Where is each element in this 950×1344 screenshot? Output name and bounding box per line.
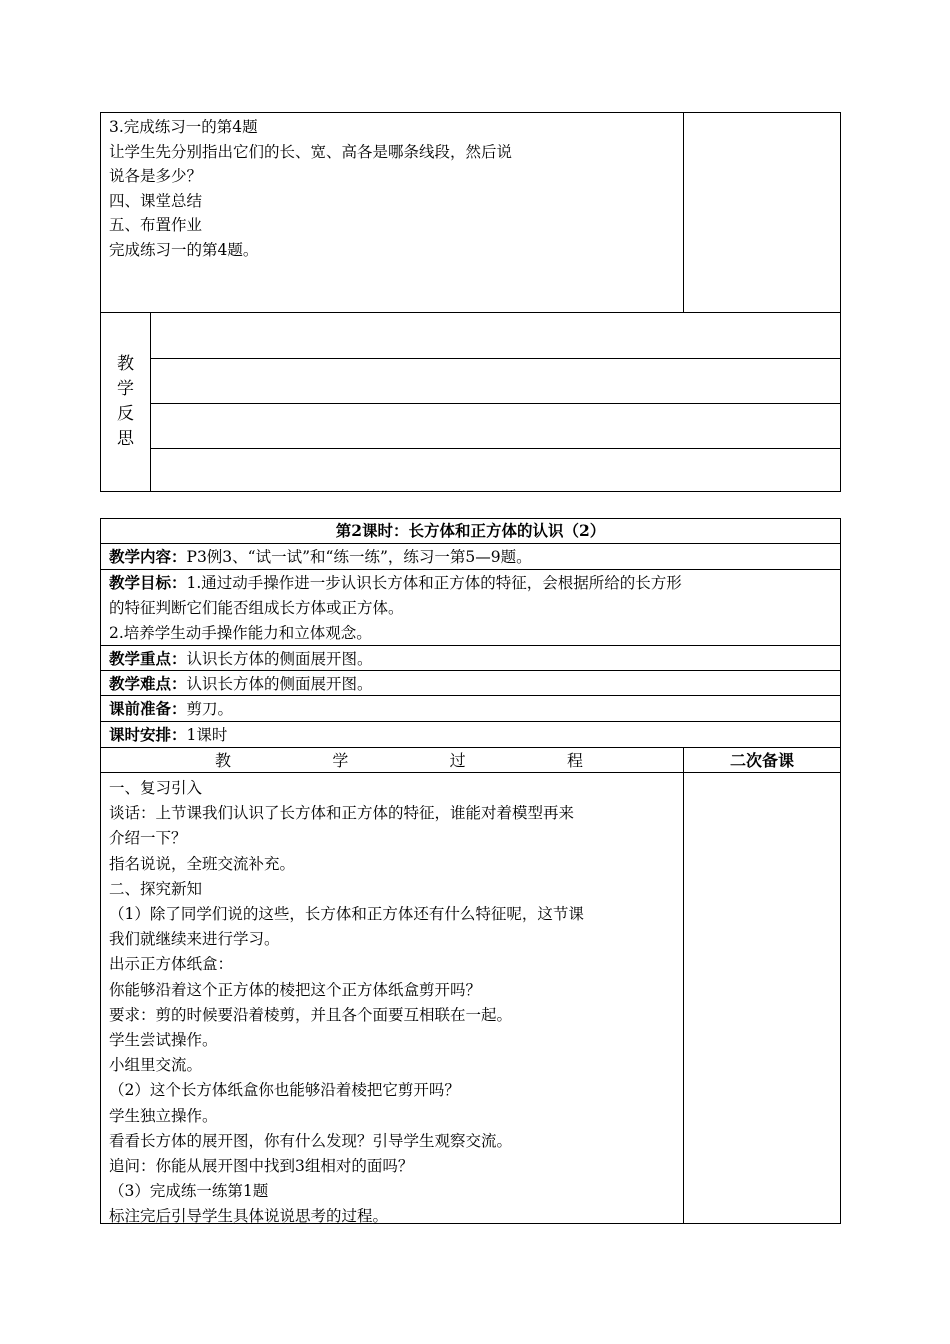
- lesson-title: 第2课时：长方体和正方体的认识（2）: [101, 519, 840, 544]
- process-line: 二、探究新知: [109, 879, 203, 898]
- goals-line: 2.培养学生动手操作能力和立体观念。: [109, 624, 372, 642]
- schedule-label: 课时安排：: [109, 725, 187, 744]
- content-value: P3例3、“试一试”和“练一练”，练习一第5—9题。: [186, 548, 532, 566]
- process-header-row: [101, 748, 840, 773]
- process-line: 介绍一下？: [109, 829, 187, 848]
- lesson-plan-table: [100, 518, 841, 1224]
- goals-line: 的特征判断它们能否组成长方体或正方体。: [109, 599, 404, 617]
- reflection-char: 思: [117, 429, 134, 449]
- prep-label: 课前准备：: [109, 699, 187, 718]
- reflection-writing-area: [151, 313, 840, 491]
- process-line: 四、课堂总结: [109, 191, 203, 210]
- process-line: 要求：剪的时候要沿着棱剪，并且各个面要互相联在一起。: [109, 1005, 513, 1024]
- process-line: 学生独立操作。: [109, 1106, 218, 1125]
- process-line: 五、布置作业: [109, 216, 203, 234]
- reflection-char: 反: [117, 404, 134, 424]
- secondary-prep-cell: [684, 113, 840, 312]
- process-line: 小组里交流。: [109, 1056, 203, 1075]
- reflection-char: 学: [117, 379, 134, 399]
- process-line: 我们就继续来进行学习。: [109, 930, 280, 949]
- content-label: 教学内容：: [109, 547, 187, 566]
- goals-line: 1.通过动手操作进一步认识长方体和正方体的特征，会根据所给的长方形: [186, 574, 682, 592]
- process-line: 看看长方体的展开图，你有什么发现？引导学生观察交流。: [109, 1131, 513, 1150]
- process-line: （1）除了同学们说的这些，长方体和正方体还有什么特征呢，这节课: [109, 905, 584, 924]
- process-line: （3）完成练一练第1题: [109, 1182, 269, 1201]
- key-label: 教学重点：: [109, 649, 187, 668]
- process-header-char: 程: [566, 751, 583, 770]
- process-header: [101, 748, 684, 772]
- process-header-char: 过: [449, 751, 466, 770]
- difficulty-label: 教学难点：: [109, 674, 187, 693]
- ruled-line: [151, 403, 840, 404]
- teaching-reflection-row: [101, 312, 840, 491]
- process-line: 指名说说，全班交流补充。: [109, 854, 296, 873]
- key-value: 认识长方体的侧面展开图。: [186, 650, 373, 668]
- process-cell: [101, 773, 684, 1226]
- schedule-row: [101, 722, 840, 748]
- process-line: （2）这个长方体纸盒你也能够沿着棱把它剪开吗？: [109, 1081, 460, 1100]
- process-line: 学生尝试操作。: [109, 1031, 218, 1050]
- goals-row: [101, 570, 840, 646]
- process-line: 出示正方体纸盒：: [109, 955, 234, 974]
- process-line: 谈话：上节课我们认识了长方体和正方体的特征，谁能对着模型再来: [109, 804, 575, 823]
- process-line: 你能够沿着这个正方体的棱把这个正方体纸盒剪开吗？: [109, 980, 482, 999]
- prep-value: 剪刀。: [186, 700, 234, 718]
- process-line: 标注完后引导学生具体说说思考的过程。: [109, 1207, 389, 1226]
- schedule-value: 1课时: [186, 726, 228, 744]
- secondary-prep-cell: [684, 773, 840, 1223]
- reflection-label: [101, 313, 151, 491]
- key-point-row: [101, 646, 840, 671]
- process-line: 让学生先分别指出它们的长、宽、高各是哪条线段，然后说: [109, 142, 513, 161]
- content-row: [101, 544, 840, 570]
- process-line: 追问：你能从展开图中找到3组相对的面吗？: [109, 1157, 414, 1176]
- secondary-prep-header: 二次备课: [729, 751, 794, 770]
- previous-lesson-table: [100, 112, 841, 492]
- process-header-char: 教: [215, 751, 232, 770]
- ruled-line: [151, 448, 840, 449]
- ruled-line: [151, 358, 840, 359]
- process-line: 一、复习引入: [109, 779, 203, 797]
- prep-row: [101, 696, 840, 722]
- goals-label: 教学目标：: [109, 573, 187, 592]
- reflection-char: 教: [117, 354, 134, 374]
- difficulty-row: [101, 671, 840, 696]
- difficulty-value: 认识长方体的侧面展开图。: [186, 675, 373, 693]
- process-cell: [101, 113, 684, 312]
- process-line: 3.完成练习一的第4题: [109, 118, 258, 136]
- process-line: 说各是多少？: [109, 167, 203, 185]
- process-header-char: 学: [332, 751, 349, 770]
- process-line: 完成练习一的第4题。: [109, 240, 259, 259]
